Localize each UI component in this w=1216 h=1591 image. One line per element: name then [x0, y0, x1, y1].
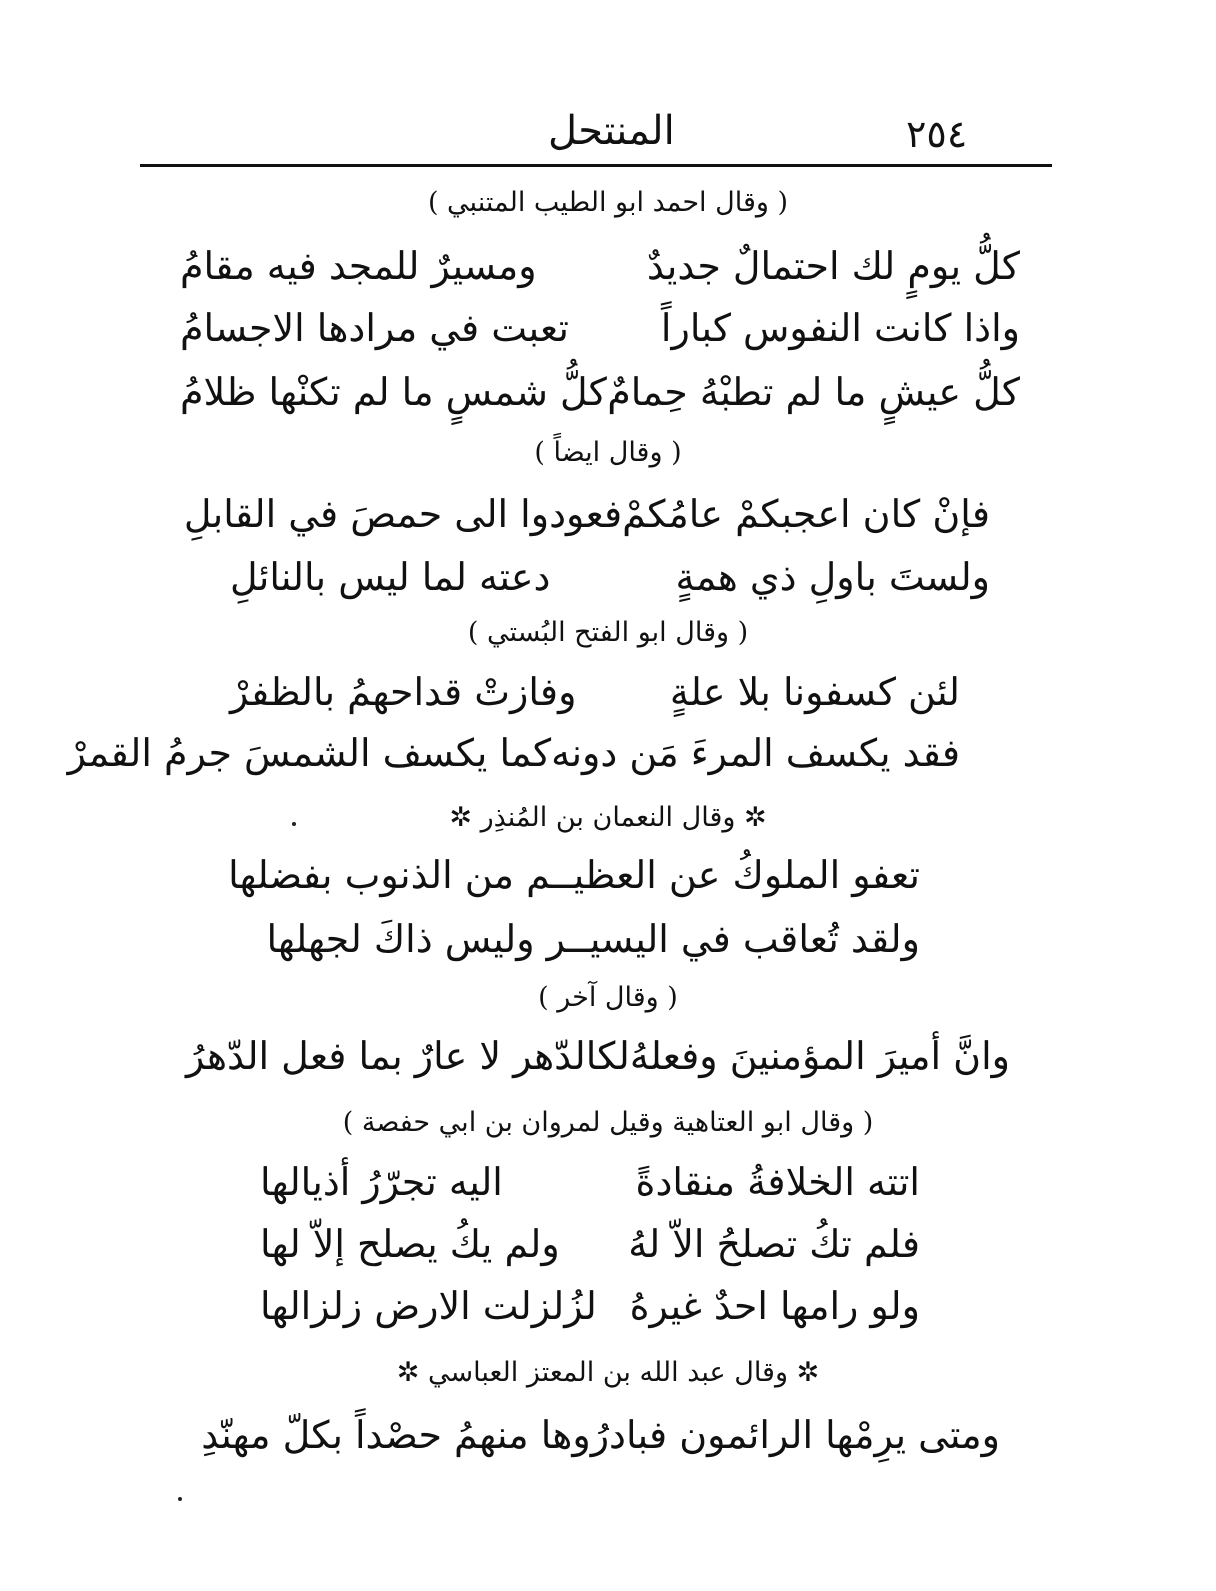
verse-hemistich-first: كلُّ عيشٍ ما لم تطبْهُ حِمامٌ	[607, 370, 1020, 414]
verse-line	[180, 370, 1020, 414]
verse-hemistich-first: وانَّ أميرَ المؤمنينَ وفعلهُ	[629, 1034, 1010, 1078]
verse-line	[180, 244, 1020, 288]
verse-line	[180, 306, 1020, 350]
verse-hemistich-first: فقد يكسف المرءَ مَن دونه	[551, 731, 960, 775]
verse-line	[230, 555, 990, 599]
verse-hemistich-first: فلم تكُ تصلحُ الاّ لهُ	[628, 1222, 920, 1266]
verse-hemistich-first: ولستَ باولِ ذي همةٍ	[675, 555, 990, 599]
verse-hemistich-first: تعفو الملوكُ عن العظيـ	[562, 853, 920, 897]
verse-hemistich-first: فإنْ كان اعجبكمْ عامُكمْ	[622, 492, 990, 536]
verse-line	[201, 1413, 1000, 1457]
verse-hemistich-second: ها منهمُ حصْداً بكلّ مهنّدِ	[201, 1413, 573, 1457]
verse-hemistich-second: وفازتْ قداحهمُ بالظفرْ	[230, 670, 577, 714]
verse-hemistich-first: ولقد تُعاقب في اليسيـ	[578, 917, 920, 961]
verse-hemistich-first: ولو رامها احدٌ غيرهُ	[629, 1284, 920, 1328]
ink-speck	[292, 822, 296, 826]
verse-hemistich-second: ومسيرٌ للمجد فيه مقامُ	[180, 244, 537, 288]
verse-hemistich-second: ـم من الذنوب بفضلها	[228, 853, 563, 897]
verse-line	[186, 1034, 1010, 1078]
verse-hemistich-second: لزُلزلت الارض زلزالها	[260, 1284, 597, 1328]
section-heading: ( وقال ابو العتاهية وقيل لمروان بن ابي حفصة )	[342, 1107, 874, 1138]
section-heading: ( وقال ايضاً )	[534, 437, 682, 468]
verse-line	[260, 1284, 920, 1328]
verse-hemistich-second: تعبت في مرادها الاجسامُ	[180, 306, 569, 350]
verse-hemistich-second: لكالدّهر لا عارٌ بما فعل الدّهرُ	[186, 1034, 630, 1078]
section-heading: ✲ وقال النعمان بن المُنذِر ✲	[449, 802, 767, 833]
verse-line	[183, 492, 990, 536]
verse-hemistich-second: ـر وليس ذاكَ لجهلها	[266, 917, 579, 961]
section-heading: ( وقال احمد ابو الطيب المتنبي )	[427, 187, 789, 218]
page-header	[0, 100, 1216, 160]
verse-line	[230, 670, 960, 714]
header-rule	[140, 164, 1052, 167]
verse-hemistich-first: لئن كسفونا بلا علةٍ	[669, 670, 960, 714]
verse-hemistich-first: كلُّ يومٍ لك احتمالٌ جديدٌ	[646, 244, 1020, 288]
verse-hemistich-first: اتته الخلافةُ منقادةً	[635, 1160, 920, 1204]
section-heading: ( وقال ابو الفتح البُستي )	[467, 617, 749, 648]
ink-speck	[178, 1497, 182, 1501]
section-heading: ( وقال آخر )	[538, 982, 678, 1013]
verse-line	[260, 1160, 920, 1204]
verse-hemistich-second: فعودوا الى حمصَ في القابلِ	[183, 492, 623, 536]
running-title: المنتحل	[548, 108, 675, 154]
section-heading: ✲ وقال عبد الله بن المعتز العباسي ✲	[396, 1357, 820, 1388]
verse-hemistich-second: ولم يكُ يصلح إلاّ لها	[260, 1222, 560, 1266]
verse-hemistich-second: كما يكسف الشمسَ جرمُ القمرْ	[67, 731, 552, 775]
page-number: ٢٥٤	[906, 112, 968, 156]
verse-line	[260, 1222, 920, 1266]
verse-hemistich-first: ومتى يرِمْها الرائمون فبادرُو	[572, 1413, 1000, 1457]
verse-hemistich-second: دعته لما ليس بالنائلِ	[230, 555, 551, 599]
verse-line	[266, 917, 920, 961]
verse-hemistich-second: اليه تجرّرُ أذيالها	[260, 1160, 503, 1204]
verse-hemistich-second: كلُّ شمسٍ ما لم تكنْها ظلامُ	[180, 370, 607, 414]
verse-hemistich-first: واذا كانت النفوس كباراً	[660, 306, 1020, 350]
verse-line	[228, 853, 920, 897]
verse-line	[67, 731, 960, 775]
